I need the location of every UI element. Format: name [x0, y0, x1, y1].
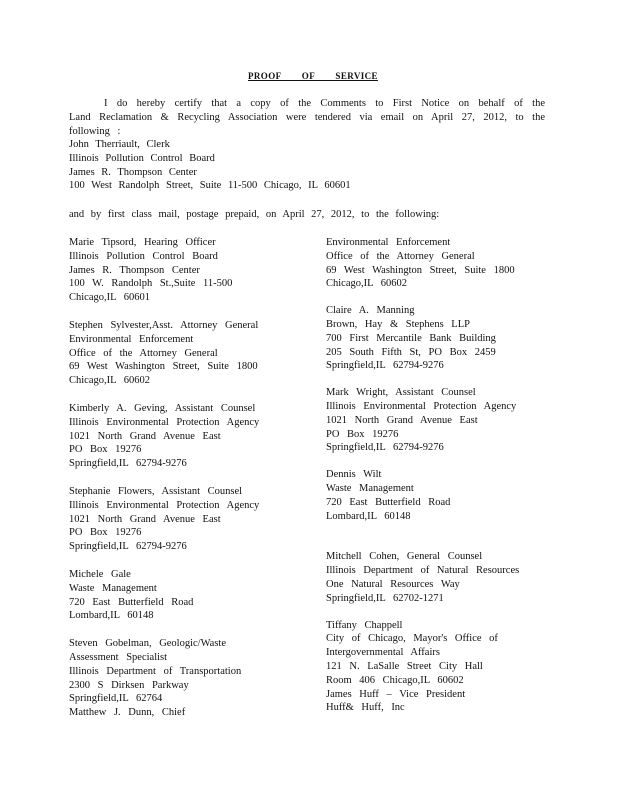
address-line: Stephen Sylvester,Asst. Attorney General: [69, 319, 259, 331]
address-entry: [69, 319, 319, 388]
address-entry: [69, 637, 319, 720]
address-line: Illinois Pollution Control Board: [69, 250, 218, 262]
service-list-left: [69, 236, 319, 720]
address-line: Illinois Department of Transportation: [69, 665, 242, 677]
address-entry: [69, 236, 319, 305]
address-line: Office of the Attorney General: [69, 347, 218, 359]
address-line: John Therriault, Clerk: [69, 139, 170, 150]
address-line: Mitchell Cohen, General Counsel: [326, 551, 483, 563]
address-line: James Huff – Vice President: [326, 688, 466, 700]
address-line: 700 First Mercantile Bank Building: [326, 332, 496, 344]
address-line: City of Chicago, Mayor's Office of: [326, 633, 498, 645]
address-line: 100 W. Randolph St.,Suite 11-500: [69, 278, 233, 290]
address-line: One Natural Resources Way: [326, 578, 460, 590]
address-line: 121 N. LaSalle Street City Hall: [326, 660, 483, 672]
address-line: Springfield,IL 62794-9276: [69, 541, 187, 553]
address-entry: [326, 468, 576, 523]
address-line: 720 East Butterfield Road: [326, 496, 451, 508]
address-entry: [69, 485, 319, 554]
address-line: Kimberly A. Geving, Assistant Counsel: [69, 402, 256, 414]
address-line: Room 406 Chicago,IL 60602: [326, 674, 464, 686]
address-line: Office of the Attorney General: [326, 250, 475, 262]
address-entry: [326, 236, 576, 291]
address-line: 1021 North Grand Avenue East: [69, 513, 221, 525]
address-line: Illinois Environmental Protection Agency: [69, 499, 260, 511]
address-line: Marie Tipsord, Hearing Officer: [69, 237, 216, 248]
address-line: Assessment Specialist: [69, 651, 168, 663]
address-line: 100 West Randolph Street, Suite 11-500 Chicago, IL 60601: [69, 180, 351, 192]
certification-paragraph: I do hereby certify that a copy of the Comments to First Notice on behalf of the Land Reclamation & Recycling Association were tendered via email on April 27, 2012, to the following :: [69, 98, 545, 137]
address-line: Huff& Huff, Inc: [326, 702, 405, 714]
address-line: 2300 S Dirksen Parkway: [69, 679, 189, 691]
mail-service-line: and by first class mail, postage prepaid, on April 27, 2012, to the following:: [69, 209, 440, 220]
address-line: Waste Management: [326, 482, 414, 494]
address-line: Springfield,IL 62794-9276: [326, 442, 444, 454]
address-line: Brown, Hay & Stephens LLP: [326, 318, 470, 330]
address-line: Illinois Environmental Protection Agency: [326, 400, 517, 412]
address-entry: [326, 386, 576, 455]
address-entry: [69, 402, 319, 471]
address-line: Michele Gale: [69, 568, 131, 580]
address-line: 205 South Fifth St, PO Box 2459: [326, 346, 496, 358]
address-line: Springfield,IL 62794-9276: [69, 458, 187, 470]
address-line: 720 East Butterfield Road: [69, 596, 194, 608]
address-line: Springfield,IL 62794-9276: [326, 360, 444, 372]
address-line: Waste Management: [69, 582, 157, 594]
address-line: Environmental Enforcement: [326, 237, 451, 248]
address-entry: [69, 568, 319, 623]
address-line: Dennis Wilt: [326, 469, 382, 481]
address-line: Chicago,IL 60601: [69, 292, 151, 304]
address-line: PO Box 19276: [69, 527, 142, 539]
address-line: Springfield,IL 62702-1271: [326, 592, 444, 604]
address-line: Stephanie Flowers, Assistant Counsel: [69, 485, 243, 497]
address-line: Claire A. Manning: [326, 305, 415, 317]
service-list-right: [326, 236, 576, 715]
address-line: James R. Thompson Center: [69, 264, 200, 276]
address-line: Intergovernmental Affairs: [326, 647, 440, 659]
address-line: Environmental Enforcement: [69, 333, 194, 345]
address-line: PO Box 19276: [69, 444, 142, 456]
address-line: Mark Wright, Assistant Counsel: [326, 387, 476, 399]
address-line: James R. Thompson Center: [69, 166, 197, 178]
address-entry: [326, 619, 576, 716]
address-line: Lombard,IL 60148: [69, 610, 154, 622]
address-line: Chicago,IL 60602: [326, 278, 408, 290]
address-line: Matthew J. Dunn, Chief: [69, 707, 186, 719]
address-entry: [326, 550, 576, 605]
address-line: Chicago,IL 60602: [69, 375, 151, 387]
address-line: 1021 North Grand Avenue East: [326, 414, 478, 426]
address-line: Illinois Pollution Control Board: [69, 152, 215, 164]
page-title: PROOF OF SERVICE: [248, 71, 378, 81]
clerk-address: [69, 138, 549, 193]
address-entry: [326, 304, 576, 373]
address-line: Illinois Department of Natural Resources: [326, 565, 520, 577]
address-line: 69 West Washington Street, Suite 1800: [69, 361, 258, 373]
address-line: 1021 North Grand Avenue East: [69, 430, 221, 442]
address-line: 69 West Washington Street, Suite 1800: [326, 264, 515, 276]
address-line: PO Box 19276: [326, 428, 399, 440]
address-line: Tiffany Chappell: [326, 619, 403, 631]
address-line: Lombard,IL 60148: [326, 510, 411, 522]
address-line: Springfield,IL 62764: [69, 693, 163, 705]
address-line: Steven Gobelman, Geologic/Waste: [69, 638, 226, 650]
address-line: Illinois Environmental Protection Agency: [69, 416, 260, 428]
